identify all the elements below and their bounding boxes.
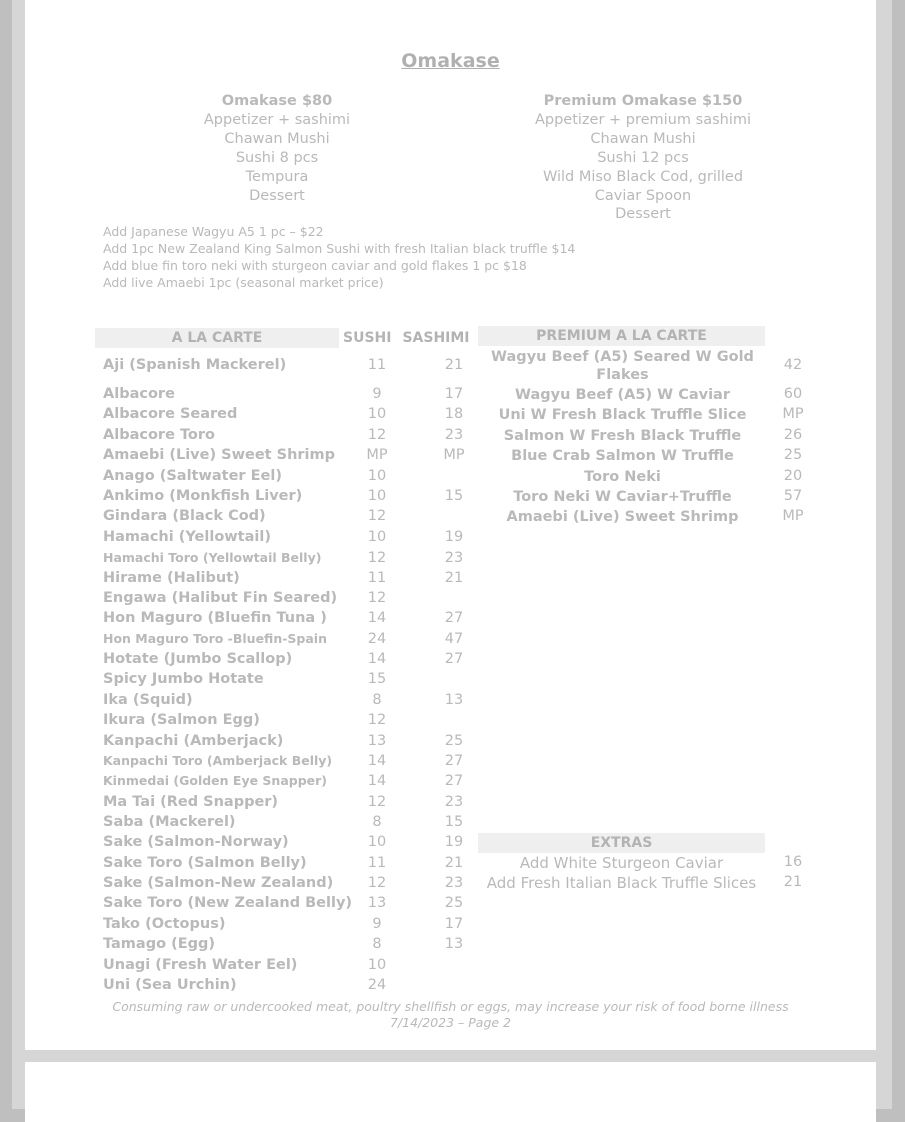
sushi-price: 10 — [367, 529, 387, 545]
menu-row — [103, 550, 463, 570]
menu-row — [103, 895, 463, 915]
sashimi-price: 27 — [444, 773, 464, 789]
sashimi-price: 19 — [444, 529, 464, 545]
menu-row — [103, 427, 463, 447]
menu-row — [103, 712, 463, 732]
item-name: Spicy Jumbo Hotate — [103, 671, 264, 687]
sashimi-price: 13 — [444, 936, 464, 952]
sashimi-price: 13 — [444, 692, 464, 708]
sushi-price: 14 — [367, 610, 387, 626]
menu-row — [103, 753, 463, 773]
menu-row — [103, 631, 463, 651]
item-name: Hamachi (Yellowtail) — [103, 529, 271, 545]
omakase-premium-item: Dessert — [615, 206, 671, 223]
premium-header: PREMIUM A LA CARTE — [478, 326, 765, 346]
sushi-price: 15 — [367, 671, 387, 687]
sushi-price: 10 — [367, 834, 387, 850]
omakase-premium-item: Chawan Mushi — [590, 130, 696, 147]
item-name: Sake (Salmon-Norway) — [103, 834, 289, 850]
item-name: Albacore Toro — [103, 427, 215, 443]
premium-price: 20 — [783, 468, 803, 484]
sashimi-price: 15 — [444, 814, 464, 830]
item-name: Hirame (Halibut) — [103, 570, 240, 586]
sushi-price: 14 — [367, 773, 387, 789]
sushi-price: 11 — [367, 570, 387, 586]
menu-row — [103, 529, 463, 549]
menu-row — [103, 916, 463, 936]
menu-row — [103, 794, 463, 814]
premium-price: MP — [782, 406, 804, 422]
sushi-price: 9 — [372, 916, 382, 932]
item-name: Saba (Mackerel) — [103, 814, 236, 830]
extras-header: EXTRAS — [478, 833, 765, 853]
menu-row — [103, 977, 463, 997]
omakase-basic-heading: Omakase $80 — [221, 93, 333, 109]
extras-item-name: Add Fresh Italian Black Truffle Slices — [486, 874, 757, 892]
menu-row — [103, 814, 463, 834]
premium-item-name: Wagyu Beef (A5) Seared W Gold Flakes — [491, 349, 754, 383]
sushi-price: 10 — [367, 488, 387, 504]
sushi-price: 8 — [372, 814, 382, 830]
omakase-premium — [513, 92, 773, 224]
sashimi-price: 25 — [444, 895, 464, 911]
item-name: Sake (Salmon-New Zealand) — [103, 875, 334, 891]
item-name: Aji (Spanish Mackerel) — [103, 357, 287, 373]
sushi-price: MP — [366, 447, 388, 463]
menu-row — [103, 468, 463, 488]
item-name: Hotate (Jumbo Scallop) — [103, 651, 293, 667]
sashimi-price: 23 — [444, 427, 464, 443]
item-name: Ankimo (Monkfish Liver) — [103, 488, 303, 504]
omakase-basic-item: Chawan Mushi — [224, 130, 330, 147]
item-name: Uni (Sea Urchin) — [103, 977, 237, 993]
sashimi-price: 27 — [444, 651, 464, 667]
premium-price: MP — [782, 508, 804, 524]
sushi-header: SUSHI — [343, 330, 392, 346]
sushi-price: 13 — [367, 733, 387, 749]
omakase-premium-item: Wild Miso Black Cod, grilled — [542, 168, 744, 185]
item-name: Sake Toro (Salmon Belly) — [103, 855, 307, 871]
omakase-basic — [177, 92, 377, 205]
sushi-price: 12 — [367, 712, 387, 728]
item-name: Hon Maguro Toro -Bluefin-Spain — [103, 631, 327, 646]
sushi-price: 8 — [372, 692, 382, 708]
sushi-price: 13 — [367, 895, 387, 911]
menu-page — [25, 0, 876, 1050]
premium-price: 57 — [783, 488, 803, 504]
sushi-price: 11 — [367, 855, 387, 871]
sashimi-price: 27 — [444, 753, 464, 769]
page-title: Omakase — [401, 50, 500, 72]
menu-row — [103, 406, 463, 426]
omakase-premium-item: Sushi 12 pcs — [597, 149, 689, 166]
sashimi-price: 25 — [444, 733, 464, 749]
item-name: Unagi (Fresh Water Eel) — [103, 957, 298, 973]
menu-row — [103, 651, 463, 671]
sushi-price: 10 — [367, 406, 387, 422]
premium-price: 25 — [783, 447, 803, 463]
sushi-price: 24 — [367, 977, 387, 993]
menu-row — [103, 570, 463, 590]
sushi-price: 12 — [367, 508, 387, 524]
item-name: Anago (Saltwater Eel) — [103, 468, 282, 484]
premium-item-name: Amaebi (Live) Sweet Shrimp — [506, 509, 739, 525]
menu-row — [103, 508, 463, 528]
sushi-price: 14 — [367, 753, 387, 769]
item-name: Kanpachi Toro (Amberjack Belly) — [103, 753, 333, 768]
omakase-premium-item: Appetizer + premium sashimi — [534, 111, 752, 128]
sushi-price: 8 — [372, 936, 382, 952]
sashimi-price: 23 — [444, 875, 464, 891]
omakase-premium-heading: Premium Omakase $150 — [543, 93, 743, 109]
sushi-price: 12 — [367, 794, 387, 810]
menu-row — [103, 590, 463, 610]
sushi-price: 12 — [367, 590, 387, 606]
item-name: Albacore Seared — [103, 406, 238, 422]
item-name: Hamachi Toro (Yellowtail Belly) — [103, 550, 322, 565]
sushi-price: 9 — [372, 386, 382, 402]
a-la-carte-header: A LA CARTE — [95, 328, 339, 348]
sushi-price: 14 — [367, 651, 387, 667]
menu-row — [103, 386, 463, 406]
sushi-price: 12 — [367, 875, 387, 891]
menu-row — [103, 875, 463, 895]
menu-row — [103, 692, 463, 712]
addon-item: Add blue fin toro neki with sturgeon caviar and gold flakes 1 pc $18 — [103, 258, 527, 273]
sashimi-price: 17 — [444, 916, 464, 932]
premium-item-name: Uni W Fresh Black Truffle Slice — [498, 407, 747, 423]
item-name: Tamago (Egg) — [103, 936, 216, 952]
item-name: Gindara (Black Cod) — [103, 508, 266, 524]
sashimi-price: 17 — [444, 386, 464, 402]
item-name: Ika (Squid) — [103, 692, 193, 708]
sashimi-price: 21 — [444, 357, 464, 373]
extras-price: 16 — [783, 854, 803, 870]
item-name: Hon Maguro (Bluefin Tuna ) — [103, 610, 327, 626]
omakase-basic-item: Appetizer + sashimi — [203, 111, 351, 128]
premium-price: 26 — [783, 427, 803, 443]
sashimi-price: 21 — [444, 570, 464, 586]
premium-price: 42 — [783, 357, 803, 373]
premium-item-name: Salmon W Fresh Black Truffle — [503, 428, 742, 444]
extras-price: 21 — [783, 874, 803, 890]
item-name: Kinmedai (Golden Eye Snapper) — [103, 773, 328, 788]
omakase-premium-item: Caviar Spoon — [594, 187, 692, 204]
item-name: Kanpachi (Amberjack) — [103, 733, 284, 749]
item-name: Tako (Octopus) — [103, 916, 226, 932]
sashimi-price: 21 — [444, 855, 464, 871]
addon-item: Add 1pc New Zealand King Salmon Sushi with fresh Italian black truffle $14 — [103, 241, 576, 256]
menu-row — [103, 488, 463, 508]
menu-row — [103, 733, 463, 753]
menu-row — [103, 936, 463, 956]
sashimi-price: 19 — [444, 834, 464, 850]
sashimi-price: 47 — [444, 631, 464, 647]
sushi-price: 24 — [367, 631, 387, 647]
premium-item-name: Toro Neki — [584, 469, 661, 485]
sashimi-header: SASHIMI — [402, 330, 470, 346]
item-name: Ikura (Salmon Egg) — [103, 712, 260, 728]
disclaimer: Consuming raw or undercooked meat, poultry shellfish or eggs, may increase your risk of food borne illness — [112, 999, 789, 1014]
sashimi-price: MP — [443, 447, 465, 463]
menu-row — [103, 834, 463, 854]
item-name: Ma Tai (Red Snapper) — [103, 794, 279, 810]
sushi-price: 11 — [367, 357, 387, 373]
sashimi-price: 27 — [444, 610, 464, 626]
next-page — [25, 1062, 876, 1122]
menu-row — [103, 957, 463, 977]
sashimi-price: 15 — [444, 488, 464, 504]
sashimi-price: 18 — [444, 406, 464, 422]
menu-row — [103, 447, 463, 467]
omakase-basic-item: Sushi 8 pcs — [235, 149, 319, 166]
sushi-price: 12 — [367, 550, 387, 566]
premium-price: 60 — [783, 386, 803, 402]
addon-item: Add live Amaebi 1pc (seasonal market price) — [103, 275, 384, 290]
sushi-price: 10 — [367, 468, 387, 484]
sashimi-price: 23 — [444, 794, 464, 810]
addon-item: Add Japanese Wagyu A5 1 pc – $22 — [103, 224, 324, 239]
extras-item-name: Add White Sturgeon Caviar — [519, 854, 724, 872]
menu-row — [103, 855, 463, 875]
page-info: 7/14/2023 – Page 2 — [389, 1015, 512, 1030]
omakase-basic-item: Tempura — [245, 168, 309, 185]
item-name: Sake Toro (New Zealand Belly) — [103, 895, 353, 911]
menu-row — [103, 357, 463, 377]
premium-item-name: Toro Neki W Caviar+Truffle — [513, 489, 732, 505]
item-name: Engawa (Halibut Fin Seared) — [103, 590, 338, 606]
premium-item-name: Wagyu Beef (A5) W Caviar — [515, 387, 730, 403]
item-name: Albacore — [103, 386, 175, 402]
menu-row — [103, 610, 463, 630]
sashimi-price: 23 — [444, 550, 464, 566]
item-name: Amaebi (Live) Sweet Shrimp — [103, 447, 336, 463]
addons-list — [103, 223, 575, 291]
omakase-basic-item: Dessert — [249, 187, 305, 204]
premium-item-name: Blue Crab Salmon W Truffle — [511, 448, 734, 464]
sushi-price: 12 — [367, 427, 387, 443]
menu-row — [103, 671, 463, 691]
sushi-price: 10 — [367, 957, 387, 973]
menu-row — [103, 773, 463, 793]
